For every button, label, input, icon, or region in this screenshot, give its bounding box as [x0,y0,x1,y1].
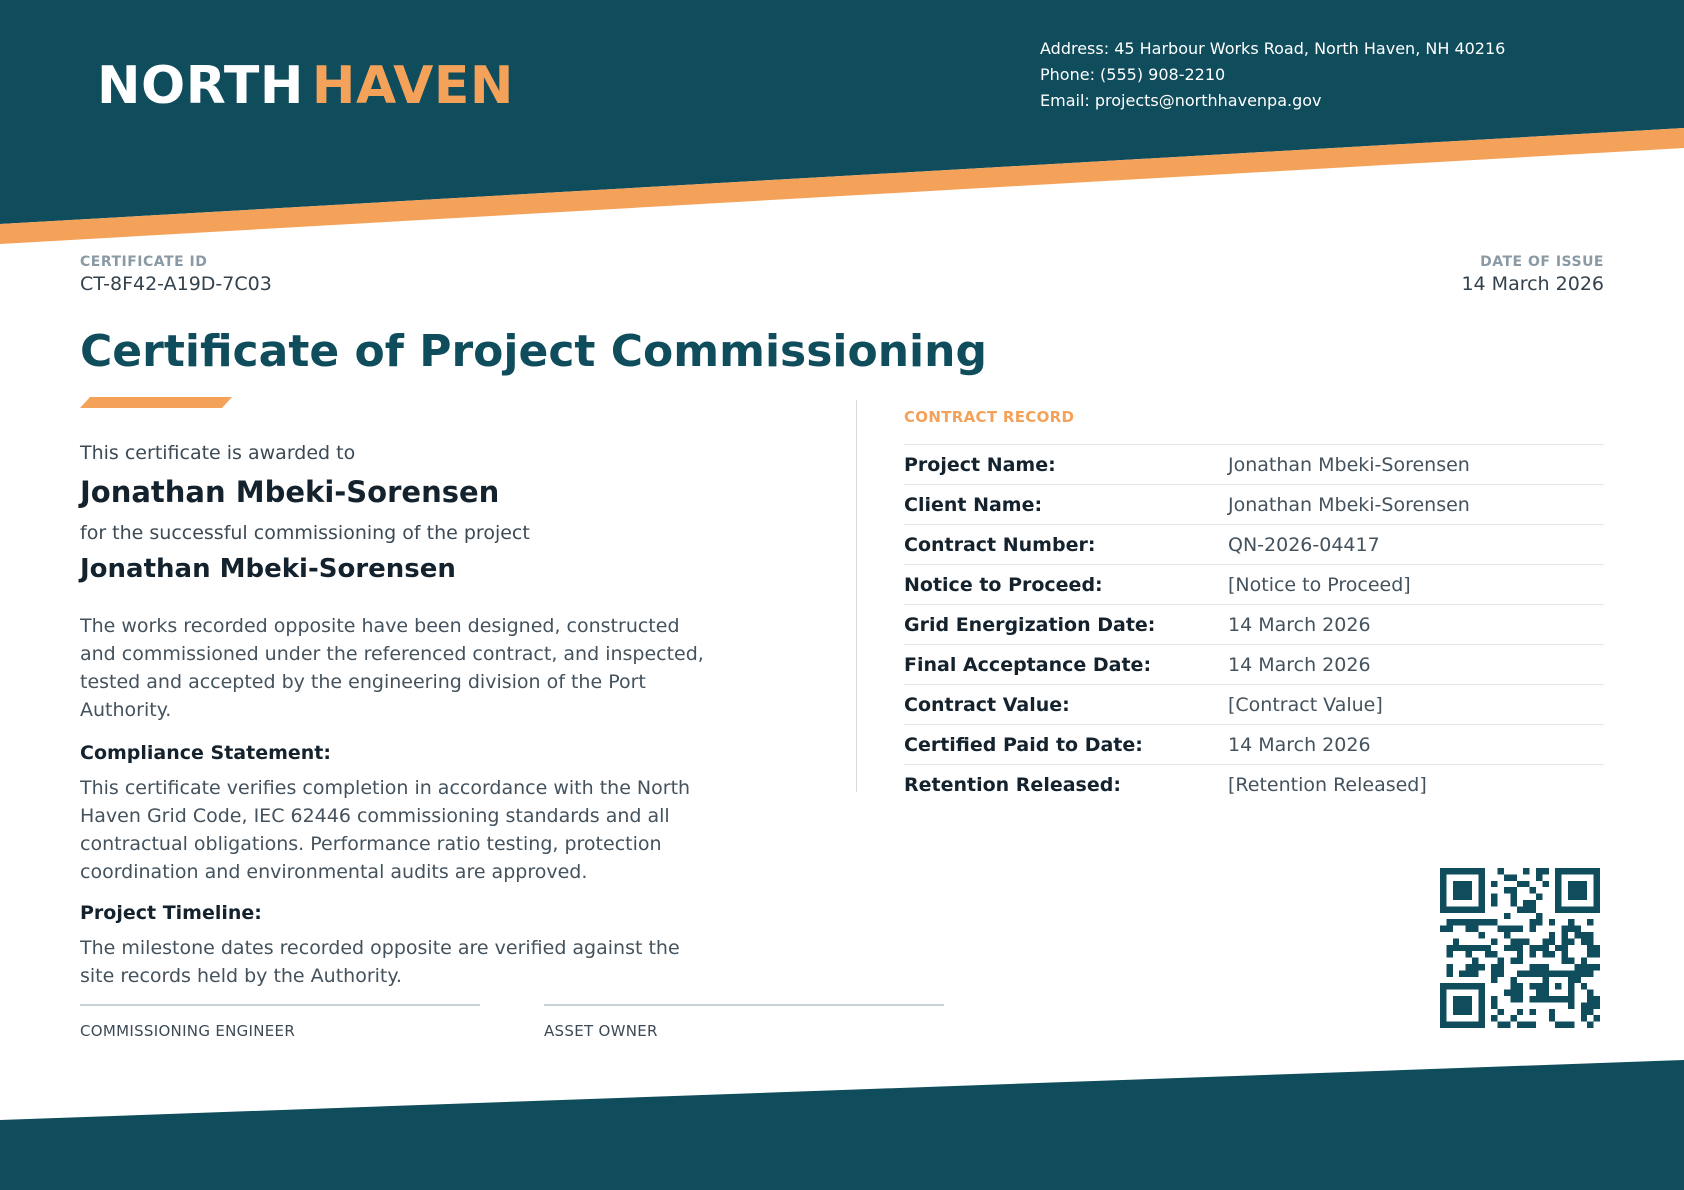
footer-band [0,1060,1684,1190]
contact-email[interactable]: Email: projects@northhavenpa.gov [1040,91,1322,110]
certificate-title: Certificate of Project Commissioning [80,326,987,377]
record-value: Jonathan Mbeki-Sorensen [1228,493,1470,516]
record-label: Certified Paid to Date: [904,733,1143,756]
date-of-issue-block [1461,254,1604,295]
record-value: 14 March 2026 [1228,653,1371,676]
record-label: Final Acceptance Date: [904,653,1152,676]
certificate-id-block [80,254,272,295]
engineer-signature-label: COMMISSIONING ENGINEER [80,1022,296,1040]
award-lead-text: This certificate is awarded to [80,442,356,464]
certificate-id-label: CERTIFICATE ID [80,254,208,270]
title-underline-accent [80,397,232,408]
record-row [904,485,1604,525]
qr-code-icon[interactable] [1440,868,1600,1028]
brand-word-north: NORTH [97,56,304,116]
record-row [904,765,1604,805]
record-label: Retention Released: [904,774,1121,796]
award-section [80,440,740,990]
project-name: Jonathan Mbeki-Sorensen [80,554,456,584]
record-row [904,605,1604,645]
date-of-issue-label: DATE OF ISSUE [1480,254,1604,270]
record-row [904,725,1604,765]
certificate-id-value: CT-8F42-A19D-7C03 [80,273,272,295]
record-label: Grid Energization Date: [904,613,1156,636]
owner-signature-line[interactable] [544,1004,944,1006]
timeline-heading: Project Timeline: [80,902,262,924]
compliance-text: This certificate verifies completion in accordance with the North Haven Grid Code, IEC 62446 commissioning standards and all contractual obligations. Performance ratio testing, protection coordination and environmental audits are approved. [80,777,691,883]
record-value: 14 March 2026 [1228,613,1371,636]
record-label: Contract Number: [904,533,1096,556]
timeline-text: The milestone dates recorded opposite are verified against the site records held by the Authority. [80,937,680,987]
record-row [904,565,1604,605]
contact-address: Address: 45 Harbour Works Road, North Haven, NH 40216 [1040,39,1506,58]
record-row [904,525,1604,565]
record-value: [Retention Released] [1228,774,1427,796]
date-of-issue-value: 14 March 2026 [1461,273,1604,295]
compliance-heading: Compliance Statement: [80,742,331,764]
award-for-text: for the successful commissioning of the project [80,522,530,544]
award-body-text: The works recorded opposite have been designed, constructed and commissioned under the referenced contract, and inspected, tested and accepted by the engineering division of the Port Authority. [80,615,704,721]
record-label: Notice to Proceed: [904,573,1103,596]
contact-block [1040,36,1505,114]
owner-signature-label: ASSET OWNER [544,1022,658,1040]
record-value: Jonathan Mbeki-Sorensen [1228,453,1470,476]
contract-record [904,408,1604,805]
column-divider [856,400,857,792]
record-label: Contract Value: [904,693,1070,716]
engineer-signature-line[interactable] [80,1004,480,1006]
record-value: [Notice to Proceed] [1228,573,1411,596]
record-value: QN-2026-04417 [1228,533,1380,556]
record-row [904,685,1604,725]
record-label: Project Name: [904,453,1056,476]
contract-record-table [904,444,1604,805]
record-row [904,645,1604,685]
record-row [904,445,1604,485]
record-label: Client Name: [904,493,1043,516]
brand-logo [97,50,514,122]
record-value: [Contract Value] [1228,693,1383,716]
contact-phone: Phone: (555) 908-2210 [1040,65,1226,84]
record-value: 14 March 2026 [1228,733,1371,756]
contract-record-title: CONTRACT RECORD [904,408,1075,426]
brand-word-haven: HAVEN [311,56,514,116]
recipient-name: Jonathan Mbeki-Sorensen [80,475,500,509]
